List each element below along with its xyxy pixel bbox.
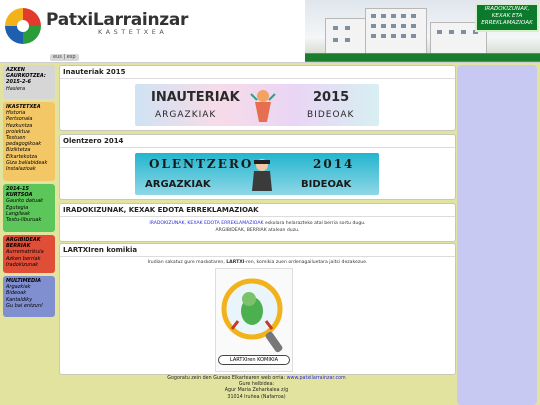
panel-suggestions <box>59 203 456 242</box>
olentzero-banner[interactable] <box>135 153 379 195</box>
sidebar-latest-update <box>3 65 55 99</box>
panel-comic <box>59 243 456 375</box>
sidebar-item-iradokizunak[interactable]: Iradokizunak <box>6 261 39 268</box>
suggestions-button[interactable] <box>475 3 539 32</box>
language-switcher[interactable]: eus | esp <box>50 54 79 61</box>
sidebar-item-gu-bai[interactable]: Gu bai entzun! <box>6 302 44 309</box>
suggestions-text-1: eskolara helarazteko atal berria sortu dugu. <box>263 221 366 226</box>
sidebar-argibideak <box>3 235 55 273</box>
header-green-bar <box>305 54 540 61</box>
footer-line-3: Agur Maria Zeharkalea z/g <box>224 388 289 394</box>
sidebar-item-langileak[interactable]: Langileak <box>6 210 31 217</box>
panel-olentzero-title: Olentzero 2014 <box>63 137 124 145</box>
sidebar-latest-title: AZKEN GAURKOTZEA: 2015-2-6 <box>6 67 46 86</box>
suggestions-link[interactable]: IRADOKIZUNAK, KEXAK EDOTA ERREKLAMAZIOAK <box>149 221 264 226</box>
panel-inauteriak-title: Inauteriak 2015 <box>63 68 126 76</box>
suggestions-text <box>60 221 455 226</box>
panel-comic-title: LARTXIren komikia <box>63 246 138 254</box>
cta-line-1: IRADOKIZUNAK, <box>484 6 530 12</box>
sidebar-item-historia[interactable]: Historia <box>6 110 26 117</box>
banner-year: 2015 <box>313 90 350 105</box>
panel-inauteriak <box>59 65 456 131</box>
brand-subtitle: KASTETXEA <box>98 28 168 36</box>
sidebar-item-giza[interactable]: Giza baliabideak <box>6 159 48 166</box>
footer-line-1-text: Gogoratu zein den Guraso Elkartearen web orria: <box>167 376 287 381</box>
brand-name[interactable]: PatxiLarrainzar <box>46 10 189 30</box>
sidebar-multimedia-title: MULTIMEDIA <box>6 278 41 284</box>
sidebar-item-biziktetza[interactable]: Biziktetza <box>6 147 31 154</box>
sidebar-item-instalazioak[interactable]: Instalazioak <box>6 166 36 173</box>
parents-website-link[interactable]: www.patxilarrainzar.com <box>286 376 346 381</box>
banner-photos-label: ARGAZKIAK <box>145 179 211 190</box>
comic-text-post: -ren, komikia zuen ordenagailuetara jaitsi dezakezue. <box>244 260 368 265</box>
banner-title: INAUTERIAK <box>151 90 240 105</box>
banner-photos-label: ARGAZKIAK <box>155 110 217 120</box>
olentzero-figure-icon <box>245 157 279 193</box>
banner-title: OLENTZERO <box>149 157 254 171</box>
right-column <box>457 65 537 405</box>
sidebar-item-bideoak[interactable]: Bideoak <box>6 290 27 297</box>
header <box>0 0 540 63</box>
sidebar-kurtsoa-title: 2014-15 KURTSOA <box>6 186 33 199</box>
sidebar-item-aurrematrikula[interactable]: Aurrematrikula <box>6 249 44 256</box>
sidebar-item-argazkiak[interactable]: Argazkiak <box>6 284 31 291</box>
sidebar-item-testuen[interactable]: Testuen pedagogikoak <box>6 135 42 148</box>
comic-label: LARTXIren KOMIKIA <box>218 355 290 365</box>
magnifier-mascot-icon <box>216 269 292 369</box>
comic-cover-image[interactable] <box>215 268 293 372</box>
inauteriak-banner[interactable] <box>135 84 379 126</box>
cta-line-3: ERREKLAMAZIOAK <box>481 20 533 26</box>
sidebar-item-egutegia[interactable]: Egutegia <box>6 204 29 211</box>
sidebar-item-hasiera[interactable]: Hasiera <box>6 85 26 92</box>
comic-text-pre: Irudian sakatuz gure maskotaren, <box>147 260 227 265</box>
panel-olentzero <box>59 134 456 200</box>
panel-suggestions-title: IRADOKIZUNAK, KEXAK EDOTA ERREKLAMAZIOAK <box>63 206 259 214</box>
sidebar-item-pertsonala[interactable]: Pertsonala <box>6 116 33 123</box>
sidebar-ikastetxea-title: IKASTETXEA <box>6 104 41 110</box>
sidebar-argibideak-title: ARGIBIDEAK BERRIAK <box>6 237 41 250</box>
suggestions-text-2: ARGIBIDEAK, BERRIAK atalean duzu. <box>215 228 300 233</box>
banner-videos-label: BIDEOAK <box>301 179 352 190</box>
sidebar-item-elkartekotza[interactable]: Elkartekotza <box>6 153 38 160</box>
sidebar-kurtsoa <box>3 184 55 232</box>
sidebar-multimedia <box>3 276 55 317</box>
school-logo-icon[interactable] <box>3 6 43 46</box>
comic-text-bold: LARTXI <box>226 260 245 265</box>
carnival-figure-icon <box>243 88 283 124</box>
sidebar-ikastetxea <box>3 102 55 181</box>
cta-line-2: KEXAK ETA <box>491 13 523 19</box>
sidebar-item-gaurko[interactable]: Gaurko datuak <box>6 198 44 205</box>
banner-year: 2014 <box>313 157 355 171</box>
comic-description <box>60 260 455 265</box>
footer <box>59 376 454 401</box>
sidebar-item-kantaldiky[interactable]: Kantaldiky <box>6 296 33 303</box>
banner-videos-label: BIDEOAK <box>307 110 355 120</box>
sidebar-item-azken[interactable]: Azken berriak <box>6 255 41 262</box>
sidebar-item-hezkuntza[interactable]: Hezkuntza proiektua <box>6 122 33 135</box>
sidebar-item-testu[interactable]: Testu-liburuak <box>6 217 42 224</box>
footer-line-2: Gure helbidea: <box>238 382 275 388</box>
footer-line-4: 31014 Iruñea (Nafarroa) <box>227 394 286 400</box>
